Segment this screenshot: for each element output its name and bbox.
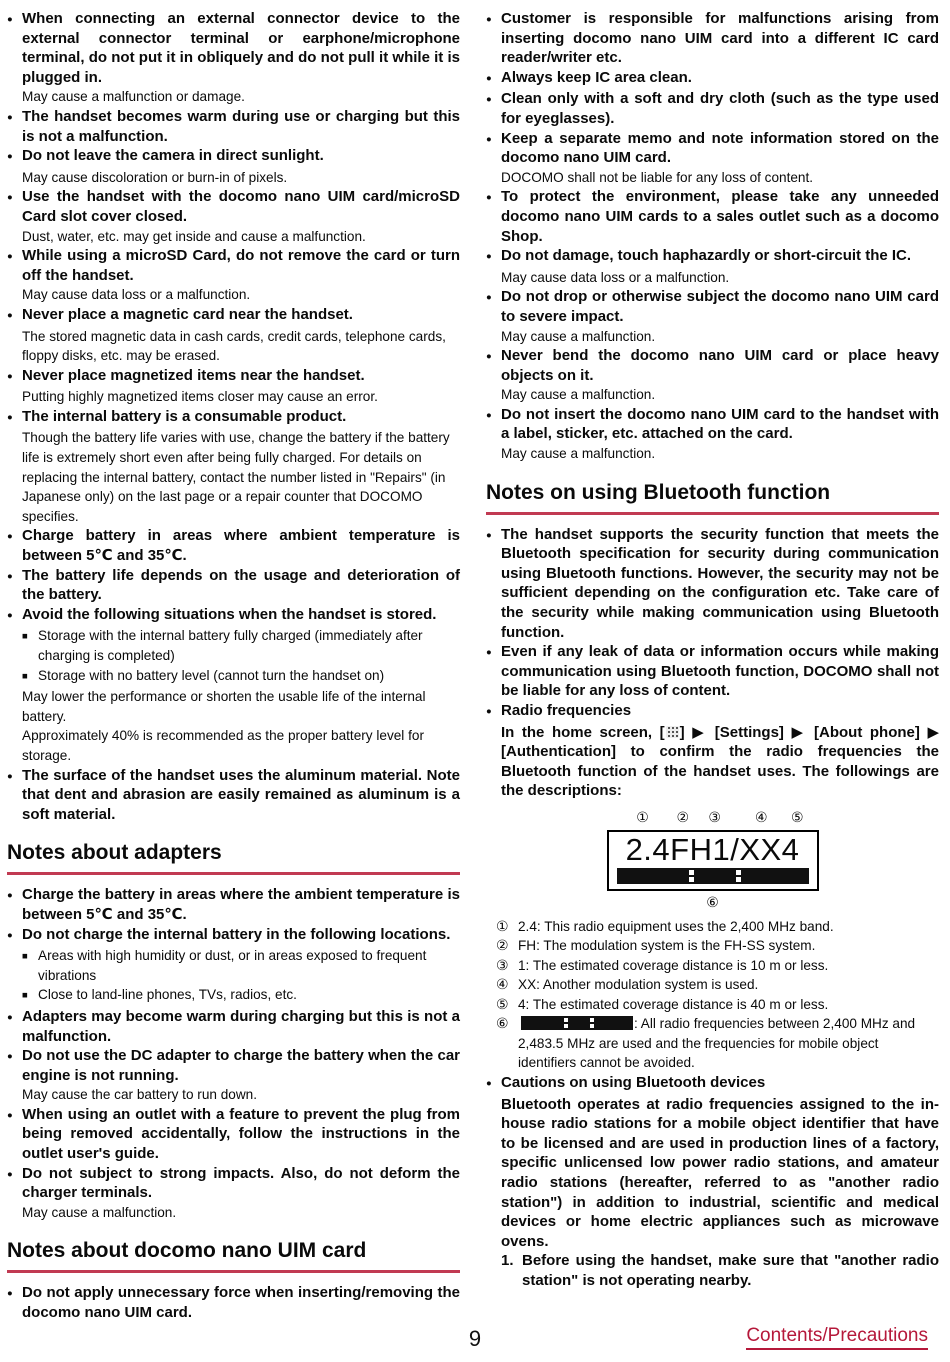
note-text: May cause a malfunction. (501, 387, 656, 403)
page-number: 9 (468, 1326, 482, 1351)
bullet-text: Do not charge the internal battery in the following locations. (22, 925, 451, 943)
numbered-marker: 1. (501, 1252, 514, 1270)
bullet-dot-icon (486, 1073, 501, 1095)
bullet-item (7, 1046, 460, 1085)
bullet-item (7, 566, 460, 605)
bullet-item (486, 1073, 939, 1095)
bullet-dot-icon (7, 885, 22, 924)
bullet-text: Cautions on using Bluetooth devices (501, 1073, 766, 1091)
bullet-text: Do not apply unnecessary force when inserting/removing the docomo nano UIM card. (22, 1284, 460, 1322)
bullet-text: The battery life depends on the usage and deterioration of the battery. (22, 566, 460, 604)
heading-rule (486, 512, 939, 515)
section-heading: Notes about adapters (7, 841, 222, 865)
circled-item-text: XX: Another modulation system is used. (518, 977, 759, 993)
sub-bullet-item (7, 626, 460, 665)
note-text: DOCOMO shall not be liable for any loss of content. (501, 169, 814, 185)
numbered-item (486, 1251, 939, 1290)
square-bullet-icon (22, 666, 38, 688)
circled-item-content (518, 1014, 939, 1073)
bullet-dot-icon (7, 107, 22, 146)
bullet-dot-icon (7, 526, 22, 565)
square-bullet-icon (22, 985, 38, 1007)
bullet-text: Always keep IC area clean. (501, 68, 692, 86)
bullet-dot-icon (486, 9, 501, 68)
note-text: May cause the car battery to run down. (22, 1087, 257, 1103)
figure-marker-4: ④ (754, 808, 768, 825)
bullet-item (7, 146, 460, 168)
bullet-dot-icon (486, 405, 501, 444)
bullet-item (7, 526, 460, 565)
bullet-text: Radio frequencies (501, 702, 632, 719)
circled-number: ① (496, 917, 509, 934)
circled-item-text: 2.4: This radio equipment uses the 2,400 MHz band. (518, 918, 834, 934)
bullet-item (486, 129, 939, 168)
bullet-text: The surface of the handset uses the aluminum material. Note that dent and abrasion are easily remained as aluminum is a soft material. (22, 766, 460, 823)
bullet-text: Do not drop or otherwise subject the docomo nano UIM card to severe impact. (501, 288, 939, 325)
bullet-text: The handset supports the security function that meets the Bluetooth specification for security during communication using Bluetooth functions. However, the security may not be sufficient depending on the configuration etc. Take care of the security while making communication using Bluetooth function. (501, 525, 939, 641)
bullet-dot-icon (486, 129, 501, 168)
frequency-label-figure (607, 809, 819, 911)
note-text: Approximately 40% is recommended as the proper battery level for storage. (22, 728, 424, 763)
section-heading: Notes about docomo nano UIM card (7, 1239, 367, 1263)
figure-marker-5: ⑤ (791, 808, 804, 825)
note-text: May lower the performance or shorten the usable life of the internal battery. (22, 689, 426, 724)
bullet-text: Do not use the DC adapter to charge the battery when the car engine is not running. (22, 1047, 460, 1084)
circled-list-item (486, 1014, 939, 1073)
frequency-label-box (607, 830, 819, 891)
square-bullet-icon (22, 626, 38, 665)
circled-number: ⑥ (496, 1015, 509, 1032)
bullet-dot-icon (7, 1046, 22, 1085)
bullet-item (486, 9, 939, 68)
figure-marker-2: ② (676, 808, 690, 825)
bullet-item (7, 885, 460, 924)
bullet-item (7, 107, 460, 146)
note-text: May cause a malfunction or damage. (22, 89, 245, 105)
circled-item-text: : All radio frequencies between 2,400 MHz and 2,483.5 MHz are used and the frequencies for mobile object identifiers cannot be avoided. (518, 1016, 916, 1071)
bullet-dot-icon (7, 187, 22, 226)
bullet-item (7, 1007, 460, 1046)
bullet-item (7, 246, 460, 285)
bullet-item (486, 287, 939, 326)
note-text: May cause a malfunction. (22, 1204, 177, 1220)
band-gap-icon (564, 1018, 568, 1028)
bullet-item (7, 366, 460, 388)
circled-item-text: 1: The estimated coverage distance is 10 m or less. (518, 957, 829, 973)
figure-marker-6: ⑥ (706, 893, 719, 910)
bullet-text: The internal battery is a consumable product. (22, 407, 347, 425)
band-gap-icon (736, 870, 741, 882)
bullet-text: The handset becomes warm during use or charging but this is not a malfunction. (22, 107, 460, 145)
sub-bullet-text: Storage with the internal battery fully charged (immediately after charging is completed) (38, 628, 423, 663)
bullet-text: Charge battery in areas where ambient temperature is between 5℃ and 35℃. (22, 527, 460, 565)
bullet-dot-icon (486, 89, 501, 128)
bullet-item (486, 68, 939, 90)
bullet-text: Do not leave the camera in direct sunlight. (22, 147, 324, 165)
bullet-text: Clean only with a soft and dry cloth (such as the type used for eyeglasses). (501, 90, 939, 127)
bullet-item (7, 766, 460, 825)
bullet-dot-icon (7, 246, 22, 285)
bullet-text: Do not damage, touch haphazardly or short-circuit the IC. (501, 247, 912, 265)
sub-bullet-text: Close to land-line phones, TVs, radios, etc. (38, 987, 297, 1003)
bullet-text: Do not subject to strong impacts. Also, do not deform the charger terminals. (22, 1164, 460, 1202)
bullet-dot-icon (7, 9, 22, 87)
bullet-text: Even if any leak of data or information occurs while making communication using Bluetooth function, DOCOMO shall not be liable for any loss of content. (501, 643, 939, 700)
bullet-text: Do not insert the docomo nano UIM card to the handset with a label, sticker, etc. attached on the card. (501, 405, 939, 443)
section-heading-block (486, 479, 939, 515)
circled-list-item (486, 917, 939, 937)
bullet-text: Customer is responsible for malfunctions arising from inserting docomo nano UIM card into a different IC card reader/writer etc. (501, 10, 939, 67)
sub-bullet-item (7, 985, 460, 1007)
bullet-item (486, 187, 939, 246)
bullet-dot-icon (7, 1105, 22, 1164)
bullet-item (7, 1105, 460, 1164)
note-text: May cause a malfunction. (501, 446, 656, 462)
bullet-text: Never place magnetized items near the handset. (22, 366, 365, 384)
section-heading-block (7, 839, 460, 875)
sub-bullet-text: Areas with high humidity or dust, or in areas exposed to frequent vibrations (38, 948, 427, 983)
bullet-text: Never bend the docomo nano UIM card or place heavy objects on it. (501, 347, 939, 384)
nav-instruction (486, 723, 939, 801)
note-text: Putting highly magnetized items closer may cause an error. (22, 389, 378, 405)
bullet-item (7, 305, 460, 327)
bullet-dot-icon (7, 146, 22, 168)
note-text: May cause a malfunction. (501, 328, 656, 344)
bullet-dot-icon (7, 407, 22, 429)
bullet-dot-icon (486, 346, 501, 385)
note-text: Though the battery life varies with use, change the battery if the battery life is extremely short even after being fully charged. For details on replacing the internal battery, contact the number listed in "Repairs" (in Japanese only) on the last page or a repair counter that DOCOMO specifies. (22, 430, 450, 524)
bullet-item (486, 525, 939, 643)
note-text: May cause data loss or a malfunction. (22, 287, 251, 303)
sub-bullet-text: Storage with no battery level (cannot turn the handset on) (38, 667, 385, 683)
bullet-dot-icon (7, 566, 22, 605)
bullet-text: Charge the battery in areas where the ambient temperature is between 5℃ and 35℃. (22, 886, 460, 923)
circled-number: ③ (496, 956, 509, 973)
bullet-dot-icon (7, 766, 22, 825)
circled-list-item (486, 995, 939, 1015)
square-bullet-icon (22, 946, 38, 985)
bullet-dot-icon (486, 287, 501, 326)
frequency-code-text: 2.4FH1/XX4 (625, 831, 800, 867)
bullet-dot-icon (7, 605, 22, 627)
bullet-item (486, 642, 939, 701)
bullet-text: Never place a magnetic card near the handset. (22, 305, 353, 323)
circled-number: ④ (496, 976, 509, 993)
bullet-item (486, 246, 939, 268)
heading-rule (7, 872, 460, 875)
bullet-item (486, 89, 939, 128)
bullet-dot-icon (7, 366, 22, 388)
bullet-dot-icon (7, 1007, 22, 1046)
bullet-dot-icon (7, 1283, 22, 1322)
bullet-item (7, 187, 460, 226)
nav-text-pre: In the home screen, [ (501, 723, 665, 741)
frequency-band-bar-icon (617, 868, 809, 884)
bold-body-text: Bluetooth operates at radio frequencies assigned to the in-house radio stations for a mobile object identifier that have to be licensed and are used in production lines of a factory, specific unlicensed low power radio stations, and amateur radio stations (hereafter, referred to as "another radio station") in addition to industrial, scientific and medical devices or home electric appliances such as microwave ovens. (501, 1095, 939, 1250)
bullet-dot-icon (7, 305, 22, 327)
numbered-item-text: Before using the handset, make sure that "another radio station" is not operating nearby. (522, 1252, 939, 1289)
sub-bullet-item (7, 946, 460, 985)
bullet-item (486, 346, 939, 385)
bullet-text: Adapters may become warm during charging but this is not a malfunction. (22, 1007, 460, 1045)
figure-marker-1: ① (636, 808, 649, 825)
heading-rule (7, 1270, 460, 1273)
bullet-item (7, 407, 460, 429)
contents-precautions-link[interactable]: Contents/Precautions (746, 1325, 928, 1350)
note-text: The stored magnetic data in cash cards, credit cards, telephone cards, floppy disks, etc. may be erased. (22, 328, 446, 364)
bullet-item (486, 405, 939, 444)
frequency-band-bar-icon (521, 1016, 633, 1030)
section-heading: Notes on using Bluetooth function (486, 480, 831, 504)
bullet-text: When using an outlet with a feature to prevent the plug from being removed accidentally, follow the instructions in the outlet user's guide. (22, 1105, 460, 1163)
bullet-dot-icon (486, 246, 501, 268)
band-gap-icon (689, 870, 694, 882)
bullet-text: Use the handset with the docomo nano UIM card/microSD Card slot cover closed. (22, 188, 460, 225)
note-text: Dust, water, etc. may get inside and cause a malfunction. (22, 228, 366, 244)
bullet-text: Keep a separate memo and note information stored on the docomo nano UIM card. (501, 129, 939, 167)
bullet-item (7, 9, 460, 87)
bullet-item (7, 1164, 460, 1203)
bullet-item (7, 925, 460, 947)
bullet-text: Avoid the following situations when the handset is stored. (22, 605, 437, 623)
circled-list-item (486, 975, 939, 995)
right-column (486, 9, 939, 1323)
circled-list-item (486, 956, 939, 976)
section-heading-block (7, 1237, 460, 1273)
bullet-dot-icon (486, 642, 501, 701)
circled-item-text: FH: The modulation system is the FH-SS system. (518, 938, 816, 954)
bullet-dot-icon (486, 187, 501, 246)
bullet-dot-icon (7, 1164, 22, 1203)
circled-list-item (486, 936, 939, 956)
figure-marker-3: ③ (708, 808, 721, 825)
left-column (7, 9, 460, 1323)
nav-text-post: ] ▶ [Settings] ▶ [About phone] ▶ [Authentication] to confirm the radio frequencies the Bluetooth function of the handset uses. The followings are the descriptions: (501, 723, 939, 800)
circled-number: ② (496, 937, 509, 954)
bullet-dot-icon (7, 925, 22, 947)
note-text: May cause data loss or a malfunction. (501, 269, 730, 285)
bullet-item (7, 605, 460, 627)
sub-bullet-item (7, 666, 460, 688)
bullet-item (7, 1283, 460, 1322)
circled-item-text: 4: The estimated coverage distance is 40 m or less. (518, 996, 829, 1012)
bullet-dot-icon (486, 701, 501, 723)
band-gap-icon (590, 1018, 594, 1028)
note-text: May cause discoloration or burn-in of pixels. (22, 169, 288, 185)
bullet-text: While using a microSD Card, do not remove the card or turn off the handset. (22, 247, 460, 284)
bullet-text: To protect the environment, please take any unneeded docomo nano UIM cards to a sales outlet such as a docomo Shop. (501, 188, 939, 245)
circled-number: ⑤ (496, 995, 509, 1012)
app-list-icon (666, 726, 679, 738)
bullet-text: When connecting an external connector device to the external connector terminal or earphone/microphone terminal, do not put it in obliquely and do not pull it while it is plugged in. (22, 10, 460, 86)
bullet-dot-icon (486, 525, 501, 643)
bullet-item (486, 701, 939, 723)
bullet-dot-icon (486, 68, 501, 90)
